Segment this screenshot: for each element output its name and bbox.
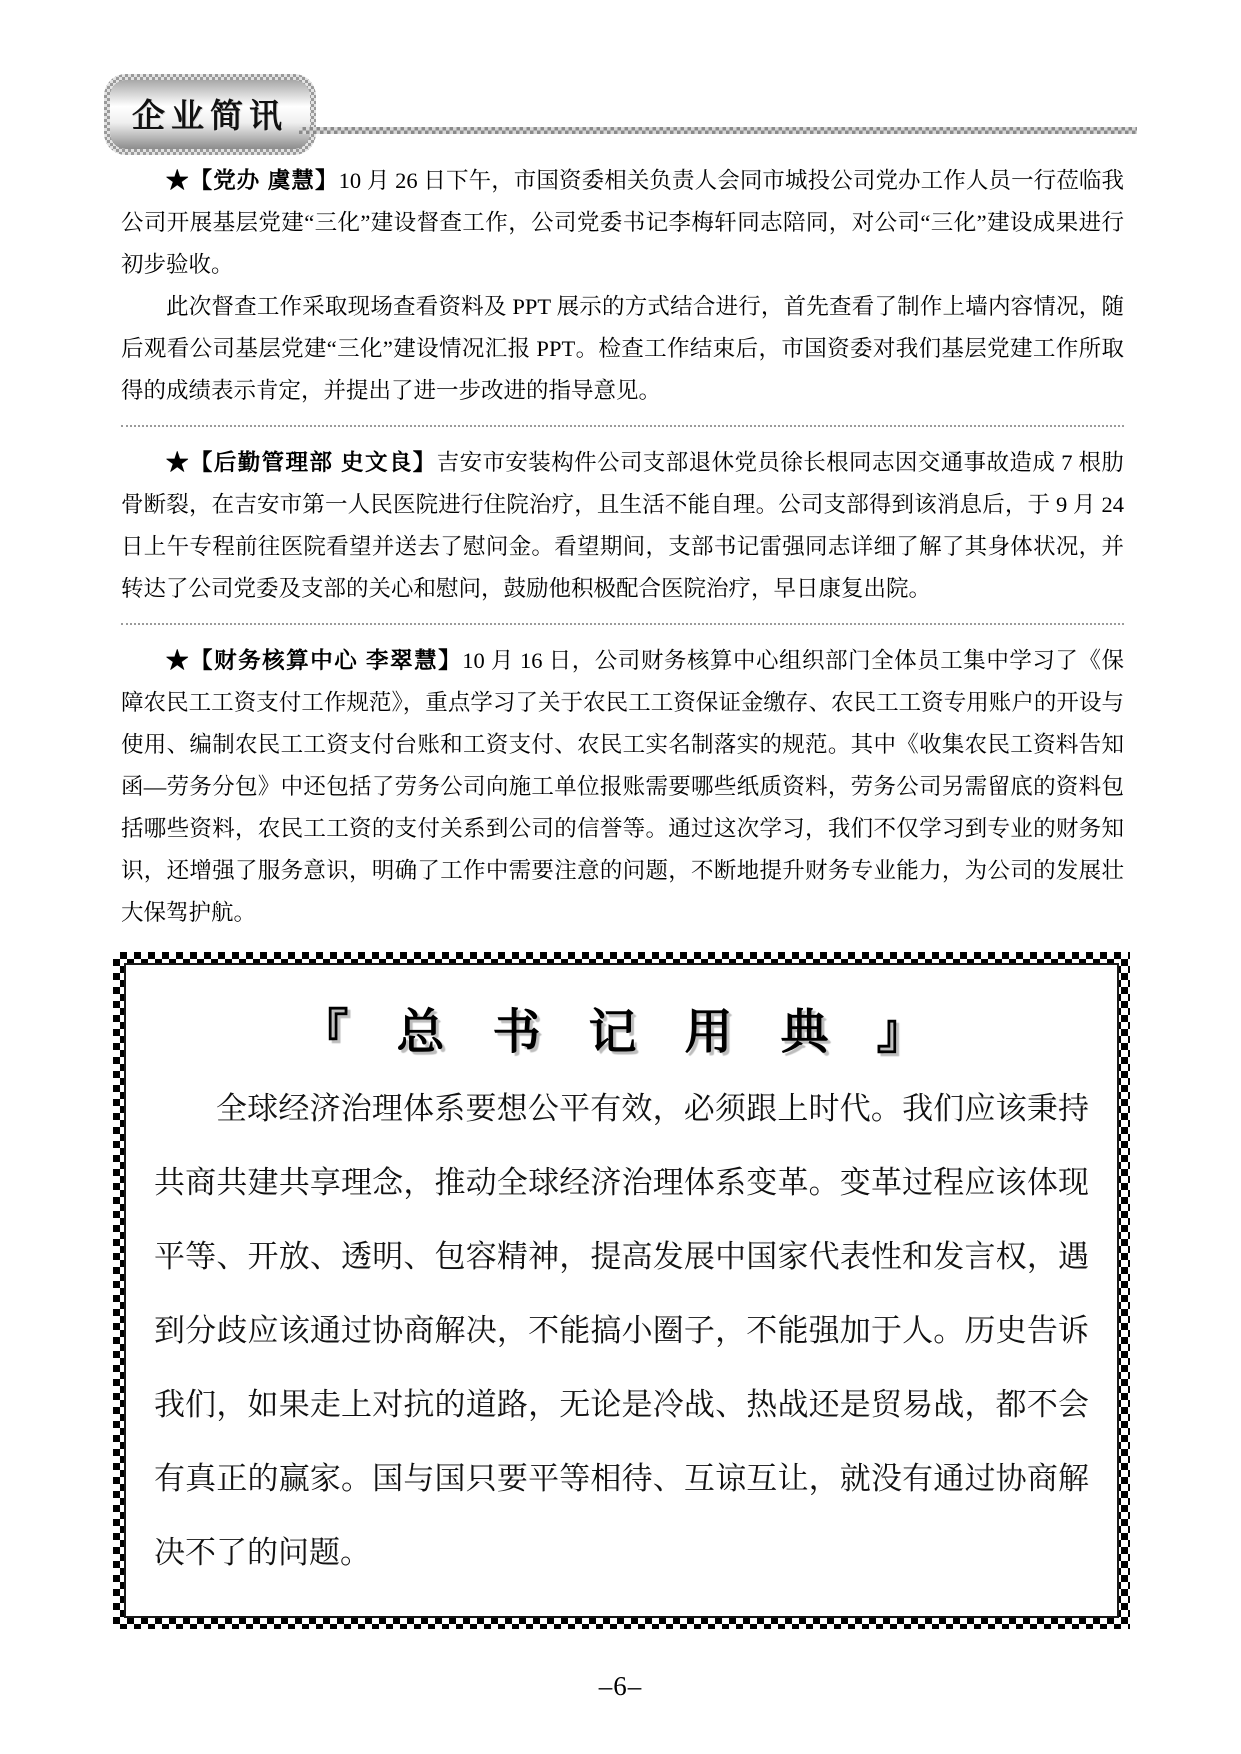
- quote-box-inner: [124, 963, 1119, 1618]
- dotted-separator: [121, 623, 1124, 625]
- article-body-text: 10 月 16 日，公司财务核算中心组织部门全体员工集中学习了《保障农民工工资支付工作规范》，重点学习了关于农民工工资保证金缴存、农民工工资专用账户的开设与使用、编制农民工工资支付台账和工资支付、农民工实名制落实的规范。其中《收集农民工资料告知函—劳务分包》中还包括了劳务公司向施工单位报账需要哪些纸质资料，劳务公司另需留底的资料包括哪些资料，农民工工资的支付关系到公司的信誉等。通过这次学习，我们不仅学习到专业的财务知识，还增强了服务意识，明确了工作中需要注意的问题，不断地提升财务专业能力，为公司的发展壮大保驾护航。: [121, 648, 1124, 925]
- articles-section: [121, 160, 1124, 1629]
- quote-body: 全球经济治理体系要想公平有效，必须跟上时代。我们应该秉持共商共建共享理念，推动全球经济治理体系变革。变革过程应该体现平等、开放、透明、包容精神，提高发展中国家代表性和发言权，遇到分歧应该通过协商解决，不能搞小圈子，不能强加于人。历史告诉我们，如果走上对抗的道路，无论是冷战、热战还是贸易战，都不会有真正的赢家。国与国只要平等相待、互谅互让，就没有通过协商解决不了的问题。: [154, 1091, 1089, 1570]
- article-paragraph: [121, 640, 1124, 934]
- article-body-text: 吉安市安装构件公司支部退休党员徐长根同志因交通事故造成 7 根肋骨断裂，在吉安市第一人民医院进行住院治疗，且生活不能自理。公司支部得到该消息后，于 9 月 24 日上午专程前往医院看望并送去了慰问金。看望期间，支部书记雷强同志详细了解了其身体状况，并转达了公司党委及支部的关心和慰问，鼓励他积极配合医院治疗，早日康复出院。: [121, 450, 1124, 601]
- article-paragraph: 此次督查工作采取现场查看资料及 PPT 展示的方式结合进行，首先查看了制作上墙内容情况，随后观看公司基层党建“三化”建设情况汇报 PPT。检查工作结束后，市国资委对我们基层党建工作所取得的成绩表示肯定，并提出了进一步改进的指导意见。: [121, 294, 1124, 403]
- section-badge-label: 企业简讯: [132, 97, 288, 134]
- article-lead: ★【后勤管理部 史文良】: [166, 450, 437, 475]
- section-badge-core: [110, 80, 310, 149]
- dotted-separator: [121, 425, 1124, 427]
- news-article-houqin: [121, 442, 1124, 610]
- article-paragraph: [121, 442, 1124, 610]
- section-badge: [104, 74, 316, 155]
- news-article-caiwu: [121, 640, 1124, 934]
- quote-box: [113, 952, 1130, 1629]
- news-article-dangban: [121, 160, 1124, 412]
- page-number: –6–: [598, 1671, 643, 1701]
- article-body-text: 10 月 26 日下午，市国资委相关负责人会同市城投公司党办工作人员一行莅临我公司开展基层党建“三化”建设督查工作，公司党委书记李梅轩同志陪同，对公司“三化”建设成果进行初步验收。: [121, 168, 1124, 277]
- article-lead: ★【党办 虞慧】: [166, 168, 339, 193]
- quote-title: 『 总 书 记 用 典 』: [300, 1006, 943, 1059]
- article-lead: ★【财务核算中心 李翠慧】: [166, 648, 463, 673]
- header-rule: [299, 127, 1137, 134]
- article-paragraph: [121, 160, 1124, 286]
